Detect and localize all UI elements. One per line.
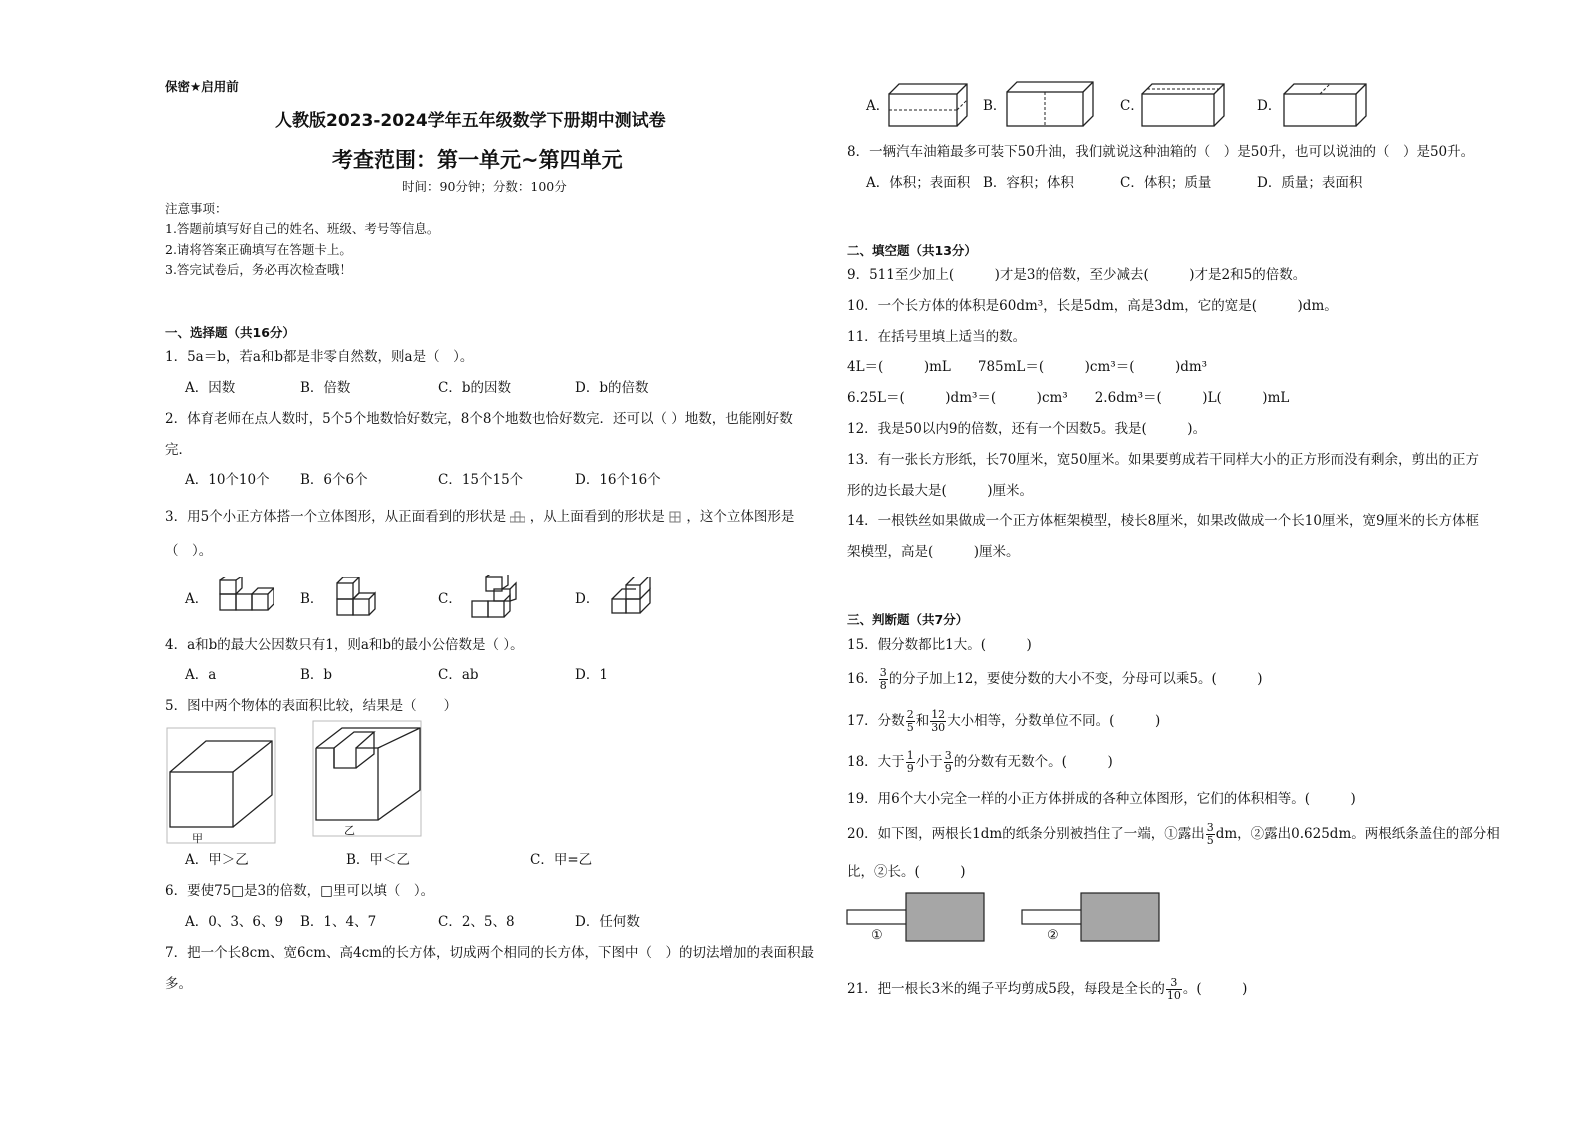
question-stem: 6.25L＝( )dm³＝( )cm³ 2.6dm³＝( )L( )mL	[847, 390, 1290, 406]
option: A．甲＞乙	[185, 852, 249, 868]
option: B．1、4、7	[300, 914, 377, 930]
question-stem: 12．我是50以内9的倍数，还有一个因数5。我是( )。	[847, 421, 1207, 437]
option: A．体积；表面积	[866, 175, 971, 191]
denominator: 30	[931, 721, 946, 734]
question-stem: 5．图中两个物体的表面积比较，结果是（ ）	[165, 698, 458, 714]
section-heading: 三、判断题（共7分）	[847, 612, 969, 627]
option: B．甲＜乙	[346, 852, 410, 868]
option: B．6个6个	[300, 472, 368, 488]
option: A．	[185, 591, 209, 607]
numerator: 3	[1206, 821, 1214, 834]
option: A．10个10个	[185, 472, 270, 488]
question-stem	[847, 819, 1500, 849]
option: C．ab	[438, 667, 479, 683]
paper-strip-2-figure	[1021, 892, 1163, 944]
question-stem: 形的边长最大是( )厘米。	[847, 483, 1034, 499]
option: C．甲=乙	[530, 852, 593, 868]
option: A．因数	[185, 380, 236, 396]
cut-c-figure	[1140, 82, 1226, 128]
question-stem: 6．要使75□是3的倍数，□里可以填（ ）。	[165, 883, 435, 899]
stem-part: 20．如下图，两根长1dm的纸条分别被挡住了一端，①露出	[847, 826, 1205, 842]
stem-part: dm，②露出0.625dm。两根纸条盖住的部分相	[1215, 826, 1500, 842]
option: C．	[1120, 98, 1144, 114]
question-stem: 9．511至少加上( )才是3的倍数，至少减去( )才是2和5的倍数。	[847, 267, 1307, 283]
option: C．15个15个	[438, 472, 524, 488]
fraction	[1206, 822, 1215, 847]
question-stem: 14．一根铁丝如果做成一个正方体框架模型，棱长8厘米，如果改做成一个长10厘米，宽9厘米的长方体框	[847, 513, 1480, 529]
option: B．	[983, 98, 1007, 114]
cube-stack-b-figure	[335, 577, 379, 617]
question-stem: 15．假分数都比1大。( )	[847, 637, 1032, 653]
strip-label-1: ①	[871, 928, 883, 943]
stem-part: ，这个立体图形是	[686, 509, 795, 525]
question-stem: 多。	[165, 976, 192, 992]
fraction	[879, 667, 888, 692]
exam-title: 人教版2023-2024学年五年级数学下册期中测试卷	[275, 111, 666, 131]
denominator: 8	[879, 679, 887, 692]
top-view-icon	[669, 511, 682, 524]
numerator: 3	[1166, 977, 1182, 990]
question-stem: 4．a和b的最大公因数只有1，则a和b的最小公倍数是（ ）。	[165, 637, 524, 653]
option: C．2、5、8	[438, 914, 515, 930]
note-item: 1.答题前填写好自己的姓名、班级、考号等信息。	[165, 221, 440, 236]
stem-part: ，从上面看到的形状是	[529, 509, 665, 525]
stem-part: 21．把一根长3米的绳子平均剪成5段，每段是全长的	[847, 981, 1165, 997]
stem-part: 18．大于	[847, 754, 905, 770]
notes-title: 注意事项：	[165, 201, 228, 216]
label-jia: 甲	[192, 832, 203, 845]
option: B．b	[300, 667, 333, 683]
question-stem: 完．	[165, 442, 192, 458]
option: D．1	[575, 667, 608, 683]
numerator: 12	[931, 708, 946, 721]
stem-part: 的分子加上12，要使分数的大小不变，分母可以乘5。( )	[888, 671, 1263, 687]
option: D．质量；表面积	[1257, 175, 1363, 191]
exam-scope: 考查范围：第一单元~第四单元	[332, 148, 623, 172]
question-stem: 1．5a＝b，若a和b都是非零自然数，则a是（ ）。	[165, 349, 474, 365]
fraction	[1166, 977, 1182, 1002]
option: D．	[1257, 98, 1282, 114]
option: A．	[866, 98, 890, 114]
option: B．	[300, 591, 324, 607]
question-stem: 4L＝( )mL 785mL＝( )cm³＝( )dm³	[847, 359, 1208, 375]
paper-strip-1-figure	[846, 892, 988, 944]
fraction	[906, 750, 915, 775]
option: D．任何数	[575, 914, 640, 930]
option: D．16个16个	[575, 472, 661, 488]
strip-label-2: ②	[1047, 928, 1059, 943]
question-stem	[847, 664, 1263, 694]
confidential-label: 保密★启用前	[165, 79, 239, 94]
numerator: 3	[879, 666, 887, 679]
cube-stack-c-figure	[470, 575, 520, 619]
question-stem: 比，②长。( )	[847, 864, 966, 880]
option: A．a	[185, 667, 217, 683]
question-stem: 2．体育老师在点人数时，5个5个地数恰好数完，8个8个地数也恰好数完．还可以（ ）地数，也能刚好数	[165, 411, 793, 427]
denominator: 9	[944, 762, 952, 775]
question-stem: （ ）。	[165, 543, 213, 559]
question-stem: 11．在括号里填上适当的数。	[847, 329, 1027, 345]
stem-part: 小于	[915, 754, 943, 770]
question-stem	[847, 706, 1160, 736]
front-view-icon	[510, 511, 525, 524]
question-stem	[847, 974, 1247, 1004]
option: B．倍数	[300, 380, 351, 396]
stem-part: 17．分数	[847, 713, 905, 729]
fraction	[906, 709, 915, 734]
option: C．体积；质量	[1120, 175, 1212, 191]
stem-part: 3．用5个小正方体搭一个立体图形，从正面看到的形状是	[165, 509, 507, 525]
time-score: 时间：90分钟；分数：100分	[402, 179, 567, 194]
stem-part: 16．	[847, 671, 878, 687]
box-yi-figure	[312, 720, 422, 838]
question-stem: 13．有一张长方形纸，长70厘米，宽50厘米。如果要剪成若干同样大小的正方形而没有剩余，剪出的正方	[847, 452, 1480, 468]
cut-d-figure	[1282, 82, 1368, 128]
denominator: 5	[906, 721, 914, 734]
question-stem	[847, 747, 1113, 777]
question-stem: 8．一辆汽车油箱最多可装下50升油，我们就说这种油箱的（ ）是50升，也可以说油的（ ）是50升。	[847, 144, 1475, 160]
note-item: 3.答完试卷后，务必再次检查哦！	[165, 262, 352, 277]
section-heading: 一、选择题（共16分）	[165, 325, 295, 340]
box-jia-figure	[166, 727, 278, 845]
denominator: 10	[1166, 989, 1181, 1002]
section-heading: 二、填空题（共13分）	[847, 243, 977, 258]
fraction	[930, 709, 946, 734]
option: D．	[575, 591, 600, 607]
cube-stack-a-figure	[218, 577, 274, 613]
denominator: 9	[906, 762, 914, 775]
stem-part: 和	[915, 713, 930, 729]
denominator: 5	[1206, 834, 1214, 847]
option: C．	[438, 591, 462, 607]
label-yi: 乙	[344, 824, 355, 837]
cut-a-figure	[887, 82, 969, 128]
numerator: 1	[906, 749, 914, 762]
numerator: 2	[906, 708, 914, 721]
note-item: 2.请将答案正确填写在答题卡上。	[165, 242, 352, 257]
option: C．b的因数	[438, 380, 511, 396]
question-stem	[165, 508, 794, 526]
cut-b-figure	[1005, 80, 1095, 128]
stem-part: 。( )	[1182, 981, 1248, 997]
numerator: 3	[944, 749, 952, 762]
option: B．容积；体积	[983, 175, 1074, 191]
option: A．0、3、6、9	[185, 914, 284, 930]
stem-part: 的分数有无数个。( )	[953, 754, 1113, 770]
question-stem: 7．把一个长8cm、宽6cm、高4cm的长方体，切成两个相同的长方体，下图中（ ）的切法增加的表面积最	[165, 945, 814, 961]
question-stem: 架模型，高是( )厘米。	[847, 544, 1020, 560]
stem-part: 大小相等，分数单位不同。( )	[947, 713, 1161, 729]
option: D．b的倍数	[575, 380, 649, 396]
cube-stack-d-figure	[610, 577, 656, 617]
question-stem: 10．一个长方体的体积是60dm³，长是5dm，高是3dm，它的宽是( )dm。	[847, 298, 1338, 314]
question-stem: 19．用6个大小完全一样的小正方体拼成的各种立体图形，它们的体积相等。( )	[847, 791, 1356, 807]
fraction	[944, 750, 953, 775]
